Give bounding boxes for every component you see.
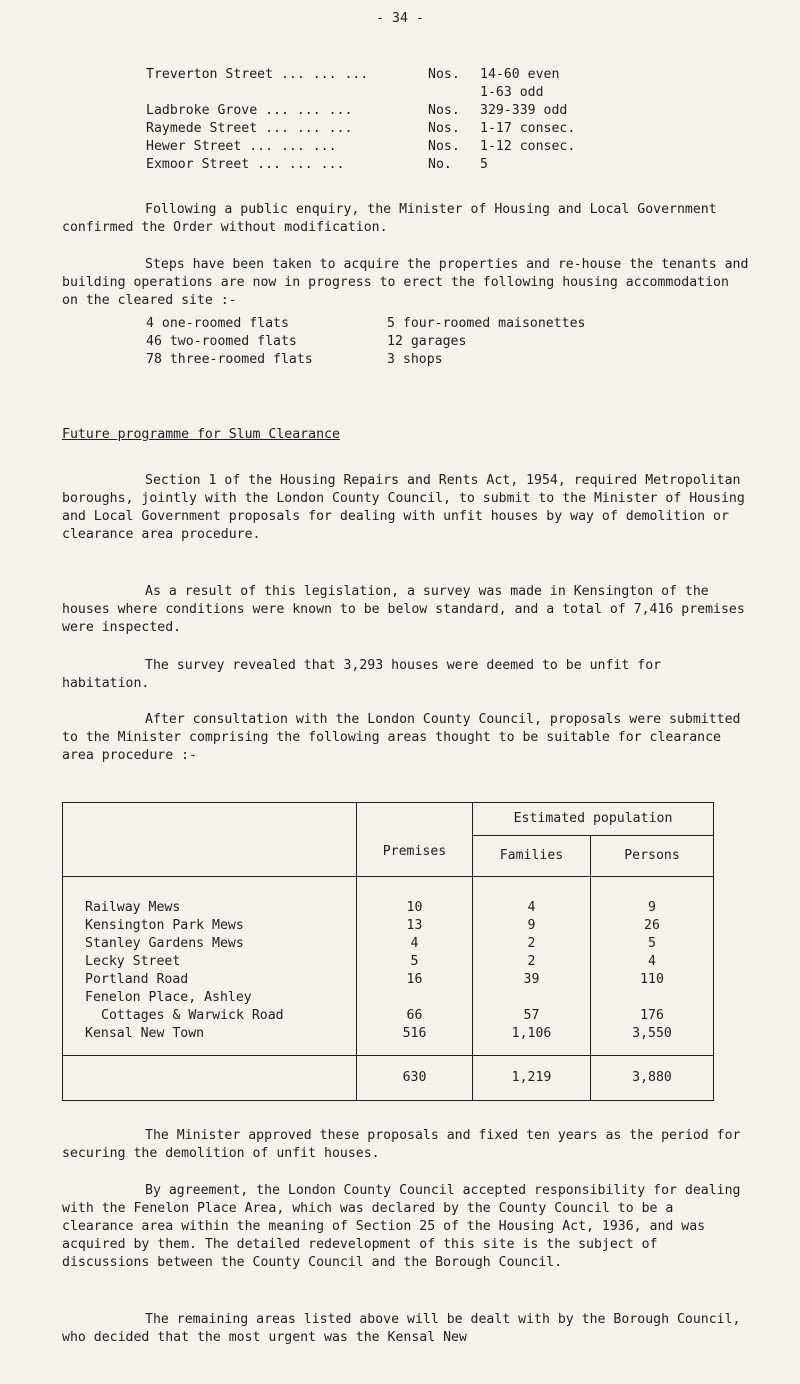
area-name: Lecky Street <box>85 954 181 969</box>
premises-value: 10 <box>406 900 423 915</box>
header-estimated-population: Estimated population <box>473 803 714 836</box>
families-column <box>473 877 591 1056</box>
header-persons: Persons <box>591 836 714 877</box>
accommodation-item: 3 shops <box>387 352 443 367</box>
total-families: 1,219 <box>473 1056 591 1101</box>
persons-value: 3,550 <box>632 1026 672 1041</box>
street-range: 1-12 consec. <box>480 139 576 154</box>
total-persons: 3,880 <box>591 1056 714 1101</box>
paragraph-order-confirmed: Following a public enquiry, the Minister of Housing and Local Government confirmed the Order without modification. <box>62 202 717 235</box>
persons-column <box>591 877 714 1056</box>
families-value: 1,106 <box>511 1026 552 1041</box>
accommodation-list <box>146 315 586 369</box>
area-name: Stanley Gardens Mews <box>85 936 244 951</box>
street-range: 1-17 consec. <box>480 121 576 136</box>
accommodation-row <box>146 333 586 351</box>
street-name: Hewer Street ... ... ... <box>146 139 337 154</box>
persons-value: 9 <box>648 900 656 915</box>
street-name: Raymede Street ... ... ... <box>146 121 353 136</box>
area-name: Kensington Park Mews <box>85 918 244 933</box>
premises-value: 5 <box>410 954 419 969</box>
families-value: 2 <box>527 954 536 969</box>
premises-value: 16 <box>406 972 423 987</box>
families-value: 57 <box>523 1008 540 1023</box>
street-row <box>146 138 575 156</box>
paragraph-agreement: By agreement, the London County Council accepted responsibility for dealing with the Fenelon Place Area, which was declared by the County Council to be a clearance area within the meaning of Section 25 of the Housing Act, 1936, and was acquired by them. The detailed redevelopment of this site is the subject of discussions between the County Council and the Borough Council. <box>62 1183 741 1270</box>
accommodation-item: 12 garages <box>387 334 467 349</box>
section-heading: Future programme for Slum Clearance <box>62 427 340 442</box>
area-name: Portland Road <box>85 972 189 987</box>
area-name: Fenelon Place, Ashley <box>85 990 252 1005</box>
street-range: 1-63 odd <box>480 85 544 100</box>
area-name-continued: Cottages & Warwick Road <box>101 1008 284 1023</box>
clearance-areas-table <box>62 802 714 1101</box>
street-name <box>146 84 428 102</box>
persons-value: 110 <box>640 972 664 987</box>
paragraph-approved: The Minister approved these proposals and fixed ten years as the period for securing the demolition of unfit houses. <box>62 1128 741 1161</box>
premises-value: 516 <box>402 1026 427 1041</box>
paragraph-unfit: The survey revealed that 3,293 houses were deemed to be unfit for habitation. <box>62 658 662 691</box>
street-row <box>146 84 575 102</box>
street-row <box>146 102 575 120</box>
paragraph-consultation: After consultation with the London County Council, proposals were submitted to the Minister comprising the following areas thought to be suitable for clearance area procedure :- <box>62 712 741 763</box>
accommodation-item: 46 two-roomed flats <box>146 334 297 349</box>
table-header-blank <box>63 803 357 877</box>
table-body <box>63 877 714 1056</box>
spacer <box>591 989 713 1007</box>
paragraph-steps-taken: Steps have been taken to acquire the properties and re-house the tenants and building operations are now in progress to erect the following housing accommodation on the cleared site :- <box>62 257 749 308</box>
street-row <box>146 66 575 84</box>
persons-value: 4 <box>648 954 656 969</box>
area-name: Kensal New Town <box>85 1026 205 1041</box>
families-value: 2 <box>527 936 536 951</box>
street-nos <box>428 84 480 102</box>
spacer <box>473 989 590 1007</box>
persons-value: 5 <box>648 936 656 951</box>
street-nos: Nos. <box>428 139 460 154</box>
area-name: Railway Mews <box>85 900 181 915</box>
street-nos: No. <box>428 157 452 172</box>
persons-value: 26 <box>644 918 660 933</box>
persons-value: 176 <box>640 1008 664 1023</box>
premises-value: 4 <box>410 936 419 951</box>
street-row <box>146 120 575 138</box>
premises-value: 13 <box>406 918 423 933</box>
street-name: Exmoor Street ... ... ... <box>146 157 345 172</box>
area-names-column <box>63 877 357 1056</box>
totals-row <box>63 1056 714 1101</box>
header-families: Families <box>473 836 591 877</box>
families-value: 4 <box>527 900 536 915</box>
premises-column <box>357 877 473 1056</box>
families-value: 9 <box>527 918 536 933</box>
street-range: 14-60 even <box>480 67 560 82</box>
street-list <box>146 66 575 174</box>
totals-label-cell <box>63 1056 357 1101</box>
street-name: Ladbroke Grove ... ... ... <box>146 103 353 118</box>
families-value: 39 <box>523 972 540 987</box>
header-premises: Premises <box>357 803 473 877</box>
street-row <box>146 156 575 174</box>
accommodation-item: 4 one-roomed flats <box>146 316 289 331</box>
spacer <box>357 989 472 1007</box>
paragraph-remaining: The remaining areas listed above will be dealt with by the Borough Council, who decided that the most urgent was the Kensal New <box>62 1312 741 1345</box>
paragraph-survey: As a result of this legislation, a survey was made in Kensington of the houses where conditions were known to be below standard, and a total of 7,416 premises were inspected. <box>62 584 745 635</box>
accommodation-item: 78 three-roomed flats <box>146 352 313 367</box>
street-nos: Nos. <box>428 67 460 82</box>
street-range: 329-339 odd <box>480 103 568 118</box>
total-premises: 630 <box>357 1056 473 1101</box>
premises-value: 66 <box>406 1008 423 1023</box>
street-nos: Nos. <box>428 103 460 118</box>
accommodation-row <box>146 315 586 333</box>
accommodation-row <box>146 351 586 369</box>
street-name: Treverton Street ... ... ... <box>146 67 369 82</box>
street-nos: Nos. <box>428 121 460 136</box>
street-range: 5 <box>480 157 488 172</box>
accommodation-item: 5 four-roomed maisonettes <box>387 316 586 331</box>
page-number: - 34 - <box>376 11 424 26</box>
paragraph-section-1: Section 1 of the Housing Repairs and Rents Act, 1954, required Metropolitan boroughs, jointly with the London County Council, to submit to the Minister of Housing and Local Government proposals for dealing with unfit houses by way of demolition or clearance area procedure. <box>62 473 745 542</box>
